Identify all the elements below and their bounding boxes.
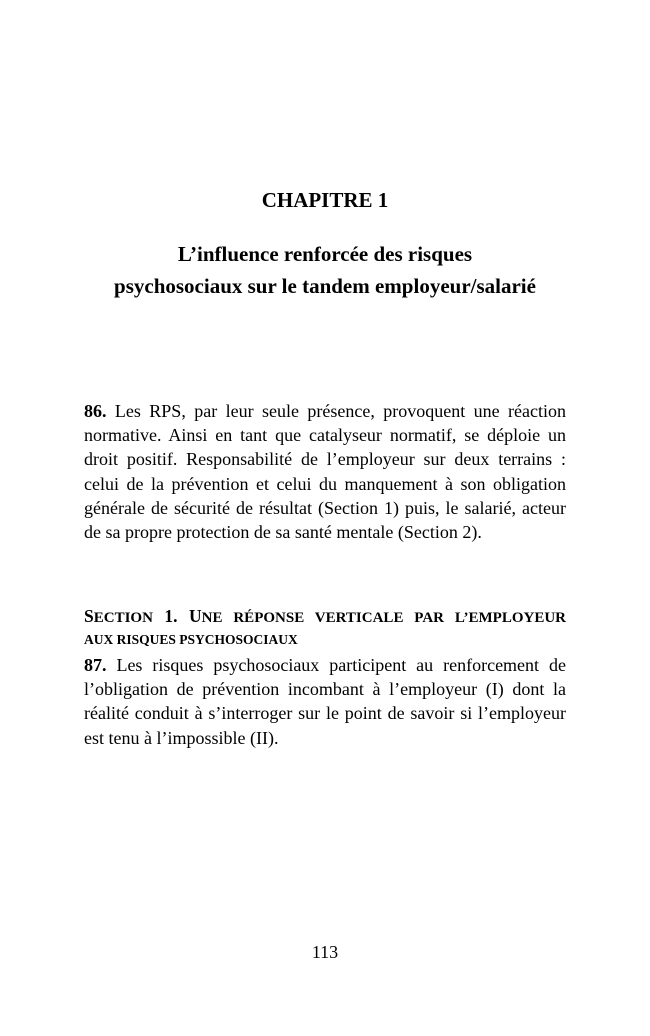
paragraph-86 — [84, 399, 566, 544]
section-number: 1. — [152, 606, 190, 626]
chapter-title-line-1: L’influence renforcée des risques — [177, 242, 473, 266]
page-number: 113 — [311, 942, 339, 962]
chapter-number: CHAPITRE 1 — [261, 188, 389, 212]
section-heading-line-1 — [84, 604, 566, 630]
paragraph-number: 86. — [84, 401, 107, 421]
paragraph-87 — [84, 653, 566, 750]
chapter-title — [84, 238, 566, 302]
section-word-rest: ECTION — [93, 610, 153, 626]
paragraph-number: 87. — [84, 655, 107, 675]
section-word-initial: S — [84, 606, 94, 626]
section-heading-line-2: AUX RISQUES PSYCHOSOCIAUX — [84, 632, 298, 647]
paragraph-text: Les RPS, par leur seule présence, provoquent une réaction normative. Ainsi en tant que catalyseur normatif, se déploie un droit positif. Responsabilité de l’employeur sur deux terrains : celui de la prévention et celui du manquement à son obligation générale de sécurité de résultat (Section 1) puis, le salarié, acteur de sa propre protection de sa santé mentale (Section 2). — [84, 401, 566, 543]
section-title-initial: U — [189, 606, 202, 626]
section-heading — [84, 604, 566, 650]
chapter-title-line-2: psychosociaux sur le tandem employeur/salarié — [114, 274, 536, 298]
paragraph-text: Les risques psychosociaux participent au renforcement de l’obligation de prévention incombant à l’employeur (I) dont la réalité conduit à s’interroger sur le point de savoir si l’employeur est tenu à l’impossible (II). — [84, 655, 566, 748]
section-title-rest: NE RÉPONSE VERTICALE PAR L’EMPLOYEUR — [201, 610, 566, 626]
